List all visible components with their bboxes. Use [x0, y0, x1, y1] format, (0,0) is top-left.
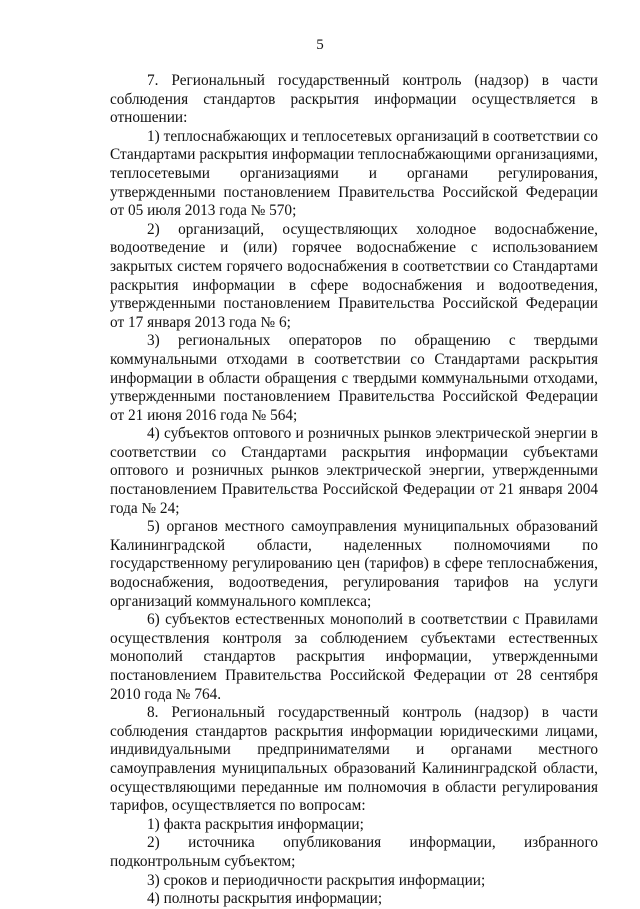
list-item-7-5: 5) органов местного самоуправления муниципальных образований Калининградской области, наделенных полномочиями по государственному регулированию цен (тарифов) в сфере теплоснабжения, водоснабжения, водоотведения, регулирования тарифов на услуги организаций коммунального комплекса;: [110, 518, 598, 610]
list-item-7-6: 6) субъектов естественных монополий в соответствии с Правилами осуществления контроля за соблюдением субъектами естественных монополий стандартов раскрытия информации, утвержденными постановлением Правительства Российской Федерации от 28 сентября 2010 года № 764.: [110, 611, 598, 703]
paragraph-section-7: 7. Региональный государственный контроль (надзор) в части соблюдения стандартов раскрытия информации осуществляется в отношении:: [110, 72, 598, 127]
list-item-7-1: 1) теплоснабжающих и теплосетевых организаций в соответствии со Стандартами раскрытия информации теплоснабжающими организациями, теплосетевыми организациями и органами регулирования, утвержденными постановлением Правительства Российской Федерации от 05 июля 2013 года № 570;: [110, 127, 598, 220]
list-item-8-2: 2) источника опубликования информации, избранного подконтрольным субъектом;: [110, 834, 598, 870]
list-item-7-3: 3) региональных операторов по обращению с твердыми коммунальными отходами в соответствии со Стандартами раскрытия информации в области обращения с твердыми коммунальными отходами, утвержденными постановлением Правительства Российской Федерации от 21 июня 2016 года № 564;: [110, 332, 598, 424]
list-item-8-4: 4) полноты раскрытия информации;: [147, 890, 383, 908]
list-item-8-3: 3) сроков и периодичности раскрытия информации;: [147, 871, 486, 889]
list-item-7-4: 4) субъектов оптового и розничных рынков электрической энергии в соответствии со Стандартами раскрытия информации субъектами оптового и розничных рынков электрической энергии, утвержденными постановлением Правительства Российской Федерации от 21 января 2004 года № 24;: [110, 425, 598, 517]
list-item-8-1: 1) факта раскрытия информации;: [147, 815, 364, 833]
list-item-7-2: 2) организаций, осуществляющих холодное водоснабжение, водоотведение и (или) горячее водоснабжение с использованием закрытых систем горячего водоснабжения в соответствии со Стандартами раскрытия информации в сфере водоснабжения и водоотведения, утвержденными постановлением Правительства Российской Федерации от 17 января 2013 года № 6;: [110, 220, 598, 331]
paragraph-section-8: 8. Региональный государственный контроль (надзор) в части соблюдения стандартов раскрытия информации юридическими лицами, индивидуальными предпринимателями и органами местного самоуправления муниципальных образований Калининградской области, осуществляющими переданные им полномочия в области регулирования тарифов, осуществляется по вопросам:: [110, 704, 598, 815]
page-number: 5: [316, 37, 324, 53]
document-body: [110, 72, 598, 909]
